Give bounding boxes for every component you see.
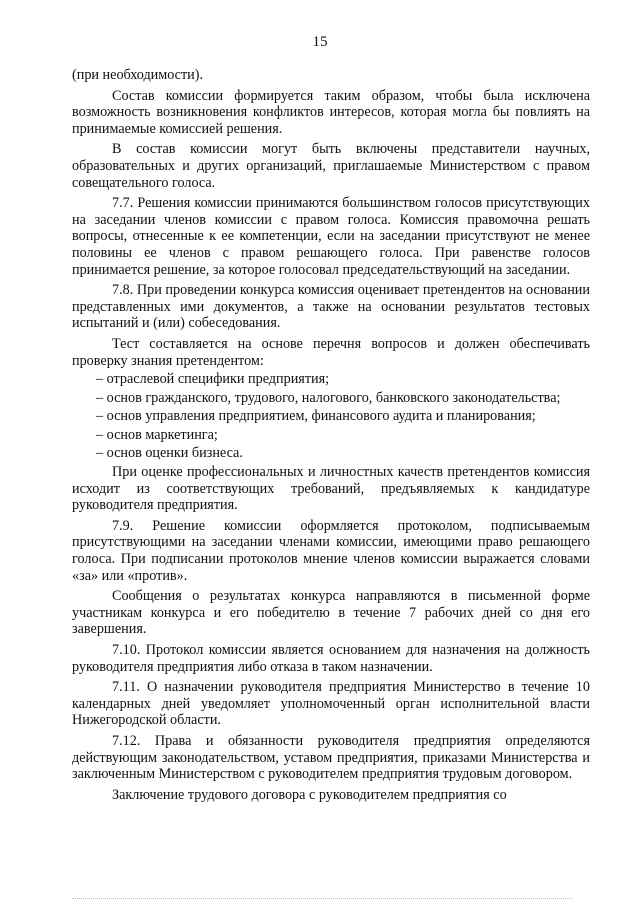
- paragraph: Заключение трудового договора с руководителем предприятия со: [112, 786, 507, 803]
- paragraph: (при необходимости).: [72, 67, 204, 83]
- page-number: 15: [312, 34, 328, 50]
- paragraph: 7.8. При проведении конкурса комиссия оценивает претендентов на основании представленных ими документов, а также на основании результатов тестовых испытаний и (или) собеседования.: [72, 282, 590, 332]
- list-item: – основ гражданского, трудового, налогового, банковского законодательства;: [96, 389, 561, 406]
- paragraph: При оценке профессиональных и личностных качеств претендентов комиссия исходит из соответствующих требований, предъявляемых к кандидатуре руководителя предприятия.: [72, 464, 590, 514]
- document-body: [72, 67, 590, 807]
- scan-artifact-line: [72, 896, 572, 899]
- list-item: – основ оценки бизнеса.: [96, 445, 243, 462]
- paragraph: 7.12. Права и обязанности руководителя предприятия определяются действующим законодательством, уставом предприятия, приказами Министерства и заключенным Министерством с руководителем предприятия трудовым договором.: [72, 732, 590, 783]
- list-item: – основ маркетинга;: [96, 426, 218, 443]
- list-item: – отраслевой специфики предприятия;: [96, 371, 330, 388]
- paragraph: Тест составляется на основе перечня вопросов и должен обеспечивать проверку знания претендентом:: [72, 335, 590, 369]
- paragraph: Сообщения о результатах конкурса направляются в письменной форме участникам конкурса и его победителю в течение 7 рабочих дней со дня его завершения.: [72, 588, 590, 638]
- list-item: – основ управления предприятием, финансового аудита и планирования;: [96, 408, 536, 425]
- paragraph: 7.7. Решения комиссии принимаются большинством голосов присутствующих на заседании членов комиссии с правом голоса. Комиссия правомочна решать вопросы, отнесенные к ее компетенции, если на заседании присутствуют не менее половины ее членов с правом решающего голоса. При равенстве голосов принимается решение, за которое голосовал председательствующий на заседании.: [72, 195, 590, 278]
- paragraph: 7.9. Решение комиссии оформляется протоколом, подписываемым присутствующими на заседании членами комиссии, имеющими право решающего голоса. При подписании протоколов мнение членов комиссии выражается словами «за» или «против».: [72, 517, 590, 584]
- paragraph: 7.11. О назначении руководителя предприятия Министерство в течение 10 календарных дней уведомляет уполномоченный орган исполнительной власти Нижегородской области.: [72, 679, 590, 729]
- paragraph: 7.10. Протокол комиссии является основанием для назначения на должность руководителя предприятия либо отказа в таком назначении.: [72, 642, 590, 675]
- paragraph: Состав комиссии формируется таким образом, чтобы была исключена возможность возникновения конфликтов интересов, которая могла бы повлиять на принимаемые комиссией решения.: [72, 87, 590, 137]
- paragraph: В состав комиссии могут быть включены представители научных, образовательных и других организаций, приглашаемые Министерством с правом совещательного голоса.: [72, 141, 590, 191]
